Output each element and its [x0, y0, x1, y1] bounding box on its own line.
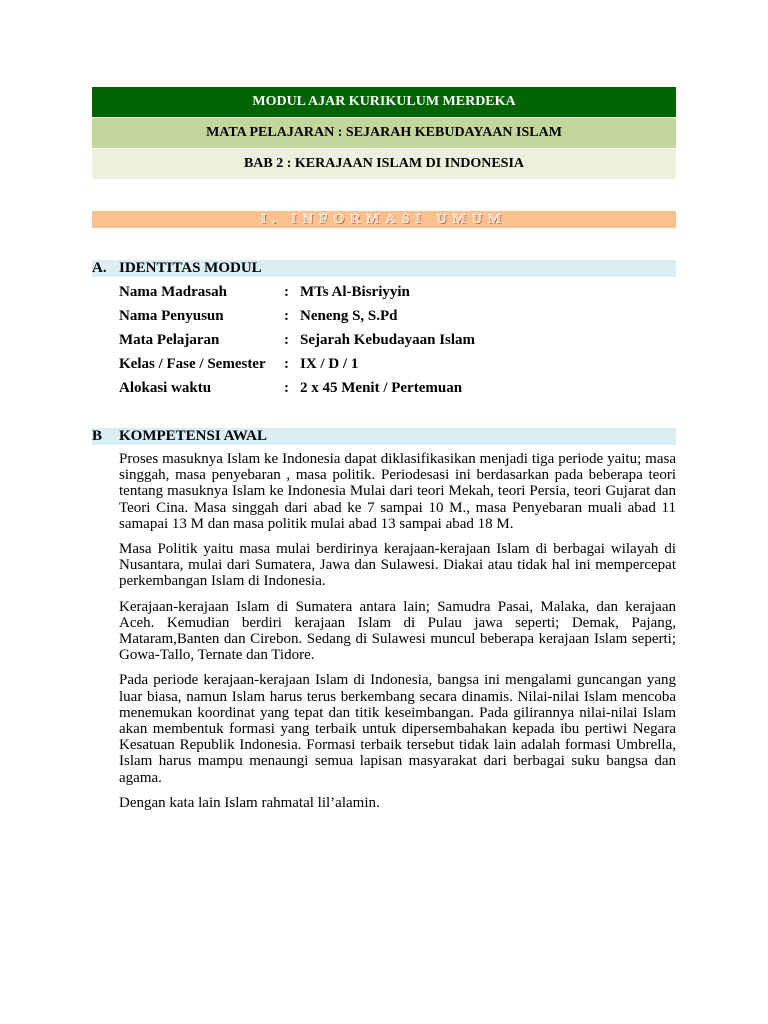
- body-paragraph: Kerajaan-kerajaan Islam di Sumatera antara lain; Samudra Pasai, Malaka, dan kerajaan Aceh. Kemudian berdiri kerajaan Islam di Pulau jawa seperti; Demak, Pajang, Mataram,Banten dan Cirebon. Sedang di Sulawesi muncul beberapa kerajaan Islam seperti; Gowa-Tallo, Ternate dan Tidore.: [119, 598, 676, 664]
- section-banner-informasi-umum: I. INFORMASI UMUM: [92, 211, 676, 228]
- subject-title: MATA PELAJARAN : SEJARAH KEBUDAYAAN ISLAM: [92, 118, 676, 148]
- section-title: IDENTITAS MODUL: [119, 260, 262, 276]
- identity-row: [119, 306, 475, 330]
- identity-separator: :: [284, 356, 289, 372]
- body-paragraph: Proses masuknya Islam ke Indonesia dapat diklasifikasikan menjadi tiga periode yaitu; masa singgah, masa penyebaran , masa politik. Periodesasi ini berdasarkan pada beberapa teori tentang masuknya Islam ke Indonesia Mulai dari teori Mekah, teori Persia, teori Gujarat dan Teori Cina. Masa singgah dari abad ke 7 sampai 10 M., masa Penyebaran muali abad 11 samapai 13 M dan masa politik mulai abad 13 sampai abad 18 M.: [119, 451, 676, 532]
- identity-separator: :: [284, 332, 289, 348]
- identity-label: Nama Madrasah: [119, 284, 227, 300]
- chapter-title: BAB 2 : KERAJAAN ISLAM DI INDONESIA: [92, 149, 676, 179]
- module-title: MODUL AJAR KURIKULUM MERDEKA: [92, 87, 676, 117]
- section-marker: B: [92, 428, 103, 444]
- identity-row: [119, 330, 475, 354]
- body-paragraph: Dengan kata lain Islam rahmatal lil’alamin.: [119, 794, 380, 811]
- identity-row: [119, 378, 475, 402]
- section-marker: A.: [92, 260, 107, 276]
- identity-label: Kelas / Fase / Semester: [119, 356, 266, 372]
- identity-row: [119, 354, 475, 378]
- section-heading-kompetensi: [92, 428, 676, 445]
- identity-separator: :: [284, 308, 289, 324]
- identity-table: [119, 282, 475, 402]
- section-heading-identitas: [92, 260, 676, 277]
- identity-label: Alokasi waktu: [119, 380, 212, 396]
- identity-row: [119, 282, 475, 306]
- identity-value: MTs Al-Bisriyyin: [300, 284, 410, 300]
- identity-separator: :: [284, 380, 289, 396]
- identity-separator: :: [284, 284, 289, 300]
- identity-label: Mata Pelajaran: [119, 332, 220, 348]
- identity-value: IX / D / 1: [300, 356, 359, 372]
- body-paragraph: Pada periode kerajaan-kerajaan Islam di Indonesia, bangsa ini mengalami guncangan yang luar biasa, namun Islam harus terus berkembang secara dinamis. Nilai-nilai Islam mencoba menemukan koordinat yang tepat dan titik keseimbangan. Pada gilirannya nilai-nilai Islam akan membentuk formasi yang terbaik untuk dipersembahakan kepada ibu pertiwi Negara Kesatuan Republik Indonesia. Formasi terbaik tersebut tidak lain adalah formasi Umbrella, Islam harus mampu menaungi semua lapisan masyarakat dari berbagai suku bangsa dan agama.: [119, 672, 676, 786]
- identity-label: Nama Penyusun: [119, 308, 224, 324]
- kompetensi-body: [119, 451, 676, 820]
- section-title: KOMPETENSI AWAL: [119, 428, 267, 444]
- identity-value: Neneng S, S.Pd: [300, 308, 398, 324]
- identity-value: Sejarah Kebudayaan Islam: [300, 332, 476, 348]
- body-paragraph: Masa Politik yaitu masa mulai berdirinya kerajaan-kerajaan Islam di berbagai wilayah di Nusantara, mulai dari Sumatera, Jawa dan Sulawesi. Diakai atau tidak hal ini mempercepat perkembangan Islam di Indonesia.: [119, 541, 676, 590]
- identity-value: 2 x 45 Menit / Pertemuan: [300, 380, 463, 396]
